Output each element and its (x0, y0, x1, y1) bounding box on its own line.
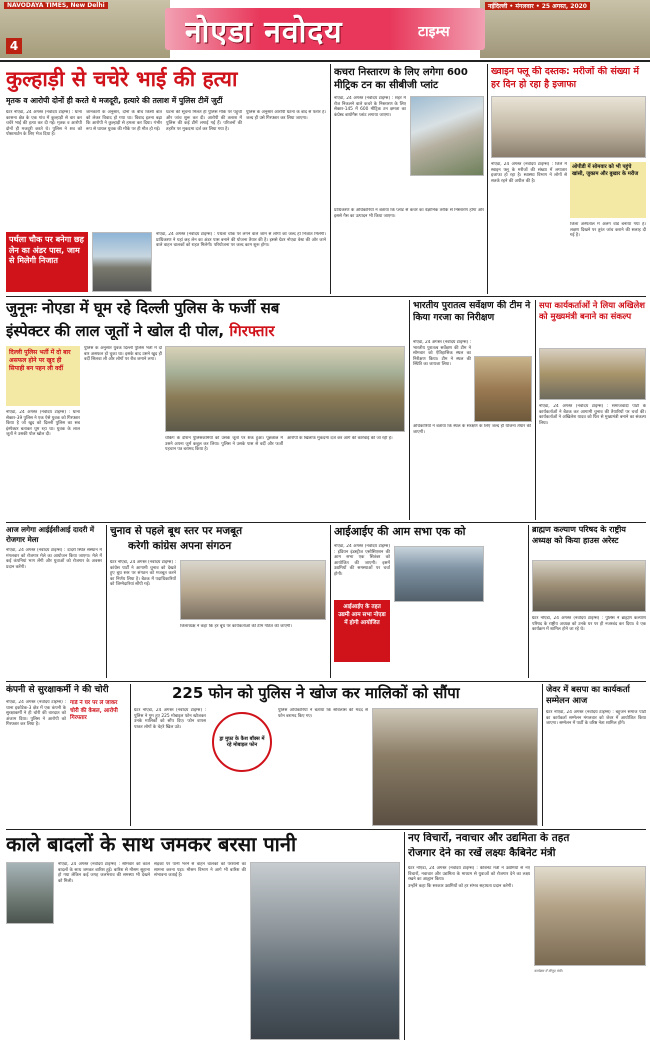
congress-para: जिलाध्यक्ष ने कहा कि हर बूथ पर कार्यकर्ताओं की टीम गठित की जाएगी। (180, 624, 292, 629)
phones-para: पुलिस अधिकारियों ने बताया कि सर्विलांस की मदद से फोन बरामद किए गए। (278, 708, 368, 719)
fake-police-headline-a: जुनूनः नोएडा में घूम रहे दिल्ली पुलिस के फर्जी सब (6, 299, 280, 317)
bsp-body (546, 710, 646, 826)
fake-police-para: पुलिस के अनुसार युवक दिल्ली पुलिस भर्ती में दो बार असफल हो चुका था। इसके बाद उसने खुद ही वर्दी सिलवा ली और लोगों पर रौब जमाने लगा। (84, 346, 162, 363)
col-divider (330, 64, 331, 294)
phones-badge (212, 712, 272, 772)
rain-para: सड़कों पर पानी भरने से वाहन चालकों को परेशानी का सामना करना पड़ा। मौसम विभाग ने आगे भी बारिश की संभावना जताई है। (154, 862, 246, 879)
flu-para: जिला अस्पताल में अलग वार्ड बनाया गया है। लक्षण दिखने पर तुरंत जांच कराने की सलाह दी गई है। (570, 222, 646, 239)
brahmin-photo (532, 560, 646, 612)
flu-body-2 (570, 222, 646, 294)
masthead (0, 0, 650, 58)
asi-para: नोएडा, 24 अगस्त (नवोदय टाइम्स) : भारतीय पुरातत्व सर्वेक्षण की टीम ने सोमवार को ऐतिहासिक स्थल का निरीक्षण किया। टीम ने स्थल की स्थिति का जायजा लिया। (413, 340, 471, 368)
company-body (6, 700, 66, 824)
brahmin-body (532, 616, 646, 678)
waste-headline: कचरा निस्तारण के लिए लगेगा 600 मीट्रिक टन का सीबीजी प्लांट (334, 67, 468, 91)
col-divider (106, 525, 107, 678)
col-divider (542, 684, 543, 826)
chauk-headline: पर्थला चौक पर बनेगा छह लेन का अंडर पास, जाम से मिलेगी निजात (9, 235, 84, 265)
waste-body-1 (334, 96, 406, 206)
col-divider (130, 684, 131, 826)
fake-police-body-4 (287, 436, 405, 520)
axe-para: पुलिस के अनुसार आरोपी घटना के बाद से फरार है। जल्द ही उसे गिरफ्तार कर लिया जाएगा। (246, 110, 326, 121)
company-para: नोएडा, 24 अगस्त (नवोदय टाइम्स) : थाना इकोटेक-3 क्षेत्र में एक कंपनी के सुरक्षाकर्मी ने ही चोरी की वारदात को अंजाम दिया। पुलिस ने आरोपी को गिरफ्तार कर लिया है। (6, 700, 66, 728)
axe-para: घटना की सूचना मिलते ही पुलिस मौके पर पहुंची और जांच शुरू कर दी। आरोपी की तलाश में पुलिस की कई टीमें लगाई गई हैं। परिजनों की तहरीर पर मुकदमा दर्ज कर लिया गया है। (166, 110, 242, 132)
rain-headline: काले बादलों के साथ जमकर बरसा पानी (6, 832, 297, 856)
flu-headline: ख्वाइन फ्लू की दस्तक: मरीजों की संख्या में हर दिन हो रहा है इजाफा (491, 66, 640, 90)
col-divider (404, 832, 405, 1040)
flu-body-1 (491, 162, 567, 292)
page-number: 4 (6, 38, 22, 54)
iia-body (334, 544, 390, 598)
phones-badge-text: ड्रा मुफ़ा के कैश बॉक्स में रहे मोबाइल फोन (219, 735, 265, 748)
fake-police-kicker: दिल्ली पुलिस भर्ती में दो बार असफल होने पर खुद ही सिपाही बन पहन ली वर्दी (6, 346, 80, 406)
iia-para: नोएडा, 24 अगस्त (नवोदय टाइम्स) : इंडियन इंडस्ट्रीज एसोसिएशन की आम सभा एक सितंबर को आयोजित की जाएगी। इसमें उद्यमियों की समस्याओं पर चर्चा होगी। (334, 544, 390, 577)
minister-para: ग्रेटर नोएडा, 24 अगस्त (नवोदय टाइम्स) : कैबिनेट मंत्री ने उद्यमियों से नए विचारों, नवाचार और उद्यमिता के माध्यम से युवाओं को रोजगार देने का लक्ष्य रखने का आह्वान किया। (408, 866, 530, 883)
fake-police-para: नोएडा, 24 अगस्त (नवोदय टाइम्स) : थाना सेक्टर-39 पुलिस ने एक ऐसे युवक को गिरफ्तार किया है जो खुद को दिल्ली पुलिस का सब इंस्पेक्टर बताकर घूम रहा था। युवक के लाल जूतों ने उसकी पोल खोल दी। (6, 410, 80, 438)
phones-body-2 (278, 708, 368, 826)
col-divider (535, 300, 536, 520)
axe-body-col2 (86, 110, 162, 230)
minister-photo (534, 866, 646, 966)
masthead-title-suffix: टाइम्स (418, 24, 450, 40)
asi-body-2 (413, 424, 531, 520)
asi-body-1 (413, 340, 471, 420)
phones-body-1 (134, 708, 206, 826)
minister-caption: कार्यक्रम में मौजूद मंत्री। (534, 969, 563, 973)
minister-headline-a: नए विचारों, नवाचार और उद्यमिता के तहत (408, 832, 570, 844)
waste-para: नोएडा, 24 अगस्त (नवोदय टाइम्स) : शहर में रोज निकलने वाले कचरे के निस्तारण के लिए सेक्टर-145 में 600 मीट्रिक टन क्षमता का कंप्रेस्ड बायोगैस प्लांट लगाया जाएगा। (334, 96, 406, 118)
fake-police-para: आरोपी के खिलाफ मुकदमा दर्ज कर आगे की कार्रवाई की जा रही है। (287, 436, 393, 441)
sapa-photo (539, 348, 646, 400)
asi-photo (474, 356, 532, 422)
sapa-headline: सपा कार्यकर्ताओं ने लिया अखिलेश को मुख्यमंत्री बनाने का संकल्प (539, 300, 645, 321)
minister-para: उन्होंने कहा कि सरकार उद्यमियों को हर संभव सहायता प्रदान करेगी। (408, 884, 513, 890)
fake-police-headline-row2 (6, 322, 406, 340)
section-rule (6, 681, 646, 682)
congress-body-2 (180, 624, 326, 678)
masthead-tagline: NAVODAYA TIMES, New Delhi (4, 2, 108, 9)
fake-police-headline-b: इंस्पेक्टर की लाल जूतों ने खोल दी पोल, (6, 322, 225, 340)
phones-headline: 225 फोन को पुलिस ने खोज कर मालिकों को सौंपा (172, 684, 460, 702)
waste-para: प्राधिकरण के अधिकारियों ने बताया कि प्लांट से कचरे का वैज्ञानिक तरीके से निस्तारण होगा और इससे गैस का उत्पादन भी किया जाएगा। (334, 208, 484, 219)
masthead-date: नईदिल्ली • मंगलवार • 25 अगस्त, 2020 (485, 2, 590, 10)
flu-para: नोएडा, 24 अगस्त (नवोदय टाइम्स) : जिले में स्वाइन फ्लू के मरीजों की संख्या में लगातार इजाफा हो रहा है। स्वास्थ्य विभाग ने लोगों से सतर्क रहने की अपील की है। (491, 162, 567, 184)
axe-body-col1 (6, 110, 82, 230)
fair-para: नोएडा, 24 अगस्त (नवोदय टाइम्स) : दादरी स्थित संस्थान में मंगलवार को रोजगार मेले का आयोजन किया जाएगा। मेले में कई कंपनियां भाग लेंगी और युवाओं को रोजगार के अवसर प्रदान करेंगी। (6, 548, 102, 570)
axe-body-col3 (166, 110, 242, 230)
col-divider (409, 300, 410, 520)
chauk-box (6, 232, 88, 292)
rain-para: नोएडा, 24 अगस्त (नवोदय टाइम्स) : सोमवार को काले बादलों के साथ जमकर बारिश हुई। बारिश से मौसम सुहाना हो गया लेकिन कई जगह जलभराव की समस्या भी देखने को मिली। (58, 862, 150, 884)
bsp-para: ग्रेटर नोएडा, 24 अगस्त (नवोदय टाइम्स) : बहुजन समाज पार्टी का कार्यकर्ता सम्मेलन मंगलवार को जेवर में आयोजित किया जाएगा। सम्मेलन में पार्टी के वरिष्ठ नेता शामिल होंगे। (546, 710, 646, 727)
sapa-para: नोएडा, 24 अगस्त (नवोदय टाइम्स) : समाजवादी पार्टी के कार्यकर्ताओं ने बैठक कर आगामी चुनाव की तैयारियों पर चर्चा की। कार्यकर्ताओं ने अखिलेश यादव को फिर से मुख्यमंत्री बनाने का संकल्प लिया। (539, 404, 646, 426)
chauk-para: नोएडा, 24 अगस्त (नवोदय टाइम्स) : पर्थला चौक पर लगने वाले जाम से लोगों को जल्द ही निजात मिलेगी। प्राधिकरण ने यहां छह लेन का अंडर पास बनाने की योजना तैयार की है। इससे ग्रेटर नोएडा वेस्ट की ओर जाने वाले वाहन चालकों को राहत मिलेगी। परियोजना पर जल्द काम शुरू होगा। (156, 232, 326, 249)
flu-photo (491, 96, 646, 158)
congress-photo (180, 560, 326, 620)
fake-police-para: चेकिंग के दौरान पुलिसकर्मियों को उसके जूतों पर शक हुआ। पूछताछ में उसने अपना जुर्म कबूल कर लिया। पुलिस ने उसके पास से वर्दी और फर्जी पहचान पत्र बरामद किया है। (165, 436, 283, 453)
phones-photo (372, 708, 538, 826)
axe-subhead: मृतक व आरोपी दोनों ही करते थे मजदूरी, हत्यारे की तलाश में पुलिस टीमें जुटीं (6, 96, 223, 105)
congress-headline-a: चुनाव से पहले बूथ स्तर पर मजबूत (110, 525, 243, 537)
company-kicker: गार्ड ने घर पर ले जाकर चोरी की केबल, आरोपी गिरफ्तार (70, 700, 118, 721)
fair-body (6, 548, 102, 678)
axe-headline: कुल्हाड़ी से चचेरे भाई की हत्या (6, 67, 238, 91)
iia-inset: आईआईए के तहत उद्यमी आम सभा नोएडा में होगी आयोजित (334, 600, 390, 662)
brahmin-para: ग्रेटर नोएडा, 24 अगस्त (नवोदय टाइम्स) : पुलिस ने ब्राह्मण कल्याण परिषद के राष्ट्रीय अध्यक्ष को उनके घर पर ही नजरबंद कर दिया। वे एक कार्यक्रम में शामिल होने जा रहे थे। (532, 616, 646, 633)
section-rule (6, 522, 646, 523)
minister-headline-b: रोजगार देने का रखें लक्ष्यः कैबिनेट मंत्री (408, 847, 556, 859)
congress-headline-b: करेगी कांग्रेस अपना संगठन (128, 540, 232, 552)
section-rule (6, 296, 646, 297)
masthead-rule (0, 60, 650, 62)
col-divider (330, 525, 331, 678)
fake-police-body-2 (84, 346, 162, 520)
rain-photo-1 (6, 862, 54, 924)
sapa-body (539, 404, 646, 520)
fake-police-body-3 (165, 436, 283, 520)
waste-body-2 (334, 208, 484, 294)
chauk-body (156, 232, 326, 292)
rain-photo-2 (250, 862, 400, 1040)
rain-body-2 (154, 862, 246, 1040)
phones-para: ग्रेटर नोएडा, 24 अगस्त (नवोदय टाइम्स) : पुलिस ने गुम हुए 225 मोबाइल फोन खोजकर उनके मालिकों को सौंप दिए। फोन वापस पाकर लोगों के चेहरे खिल उठे। (134, 708, 206, 730)
axe-para: ग्रेटर नोएडा, 24 अगस्त (नवोदय टाइम्स) : थाना कासना क्षेत्र के एक गांव में कुल्हाड़ी से वार कर चचेरे भाई की हत्या कर दी गई। मृतक व आरोपी दोनों ही मजदूरी करते थे। पुलिस ने शव को पोस्टमार्टम के लिए भेज दिया है। (6, 110, 82, 138)
fair-headline: आज लगेगा आईईसीआई दादरी में रोजगार मेला (6, 525, 95, 544)
waste-photo (410, 96, 484, 176)
col-divider (487, 64, 488, 294)
fake-police-photo (165, 346, 405, 432)
fake-police-body-1 (6, 410, 80, 520)
company-headline: कंपनी से सुरक्षाकर्मी ने की चोरी (6, 685, 109, 695)
asi-para: अधिकारियों ने बताया कि स्थल के संरक्षण के लिए जल्द ही योजना तैयार की जाएगी। (413, 424, 531, 435)
brahmin-headline: ब्राह्मण कल्याण परिषद के राष्ट्रीय अध्यक्ष को किया हाउस अरेस्ट (532, 525, 626, 545)
section-rule (6, 829, 646, 830)
congress-para: ग्रेटर नोएडा, 24 अगस्त (नवोदय टाइम्स) : कांग्रेस पार्टी ने आगामी चुनाव को देखते हुए बूथ स्तर पर संगठन को मजबूत करने का निर्णय लिया है। बैठक में पदाधिकारियों को जिम्मेदारियां सौंपी गईं। (110, 560, 176, 588)
flu-sidebar: ओपीडी में सोमवार को भी पहुंचे खांसी, जुकाम और बुखार के मरीज (570, 162, 646, 218)
iia-photo (394, 546, 484, 602)
congress-body-1 (110, 560, 176, 678)
chauk-photo (92, 232, 152, 292)
rain-body-1 (58, 862, 150, 1040)
axe-para: जानकारी के अनुसार, दोनों के बीच किसी बात को लेकर विवाद हो गया था। विवाद इतना बढ़ा कि आरोपी ने कुल्हाड़ी से हमला कर दिया। गंभीर रूप से घायल युवक की मौके पर ही मौत हो गई। (86, 110, 162, 132)
iia-headline: आईआईए की आम सभा एक को (334, 525, 466, 538)
masthead-title: नोएडा नवोदय (185, 15, 343, 50)
col-divider (528, 525, 529, 678)
axe-body-col4 (246, 110, 326, 230)
minister-body-1 (408, 866, 530, 1040)
fake-police-headline-c: गिरफ्तार (229, 322, 275, 340)
bsp-headline: जेवर में बसपा का कार्यकर्ता सम्मेलन आज (546, 684, 630, 705)
asi-headline: भारतीय पुरातत्व सर्वेक्षण की टीम ने किया गरजा का निरीक्षण (413, 300, 531, 323)
